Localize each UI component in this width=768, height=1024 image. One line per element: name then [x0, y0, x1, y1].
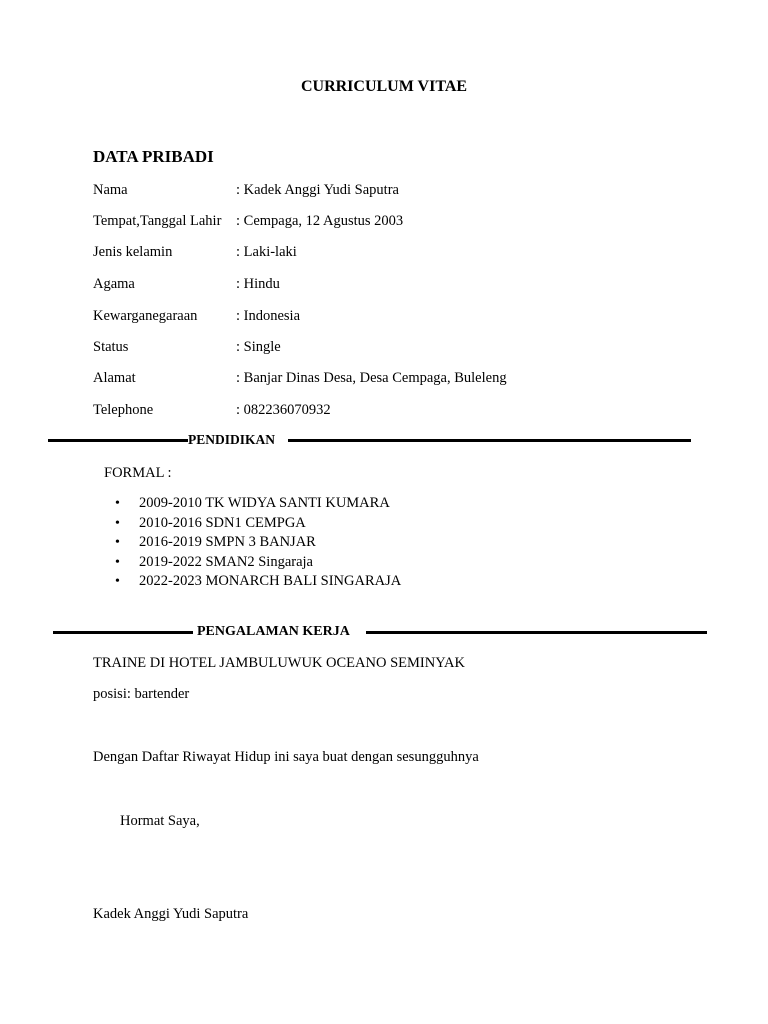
personal-row-ttl — [93, 213, 403, 230]
personal-row-telephone — [93, 402, 331, 419]
divider-line — [53, 631, 193, 634]
personal-row-status — [93, 339, 281, 356]
education-list — [93, 494, 401, 592]
field-label: Jenis kelamin — [93, 244, 173, 260]
personal-row-religion — [93, 276, 280, 293]
field-value: : Banjar Dinas Desa, Desa Cempaga, Buleleng — [236, 370, 507, 386]
experience-position: posisi: bartender — [93, 686, 190, 702]
field-label: Agama — [93, 276, 135, 292]
field-value: : Single — [236, 339, 281, 355]
field-value: : Indonesia — [236, 308, 301, 324]
bullet-icon: • — [115, 496, 120, 511]
signature-name: Kadek Anggi Yudi Saputra — [93, 906, 249, 922]
bullet-icon: • — [115, 535, 120, 550]
field-label: Status — [93, 339, 129, 355]
divider-line — [288, 439, 691, 442]
personal-row-nama — [93, 182, 399, 199]
personal-row-nationality — [93, 308, 300, 325]
formal-label: FORMAL : — [104, 465, 172, 481]
bullet-icon: • — [115, 515, 120, 531]
bullet-icon: • — [115, 574, 120, 589]
section-heading-personal: DATA PRIBADI — [93, 147, 214, 166]
personal-row-address — [93, 370, 507, 387]
list-item: • 2016-2019 SMPN 3 BANJAR — [93, 533, 401, 553]
field-label: Tempat,Tanggal Lahir — [93, 213, 222, 229]
field-value: : Hindu — [236, 276, 280, 292]
field-value: : Cempaga, 12 Agustus 2003 — [236, 213, 404, 229]
bullet-icon: • — [115, 554, 120, 570]
field-label: Alamat — [93, 370, 136, 386]
personal-row-gender — [93, 244, 297, 261]
field-label: Telephone — [93, 402, 154, 418]
list-item: • 2022-2023 MONARCH BALI SINGARAJA — [93, 572, 401, 592]
divider-line — [366, 631, 707, 634]
field-value: : 082236070932 — [236, 402, 331, 418]
list-item: • 2010-2016 SDN1 CEMPGA — [93, 514, 401, 534]
list-item: • 2019-2022 SMAN2 Singaraja — [93, 553, 401, 573]
regards-text: Hormat Saya, — [120, 813, 200, 829]
list-item: • 2009-2010 TK WIDYA SANTI KUMARA — [93, 494, 401, 514]
field-label: Kewarganegaraan — [93, 308, 198, 324]
divider-line — [48, 439, 188, 442]
document-title: CURRICULUM VITAE — [300, 78, 468, 95]
experience-line: TRAINE DI HOTEL JAMBULUWUK OCEANO SEMINYAK — [93, 655, 466, 671]
section-heading-education: PENDIDIKAN — [188, 432, 276, 447]
closing-statement: Dengan Daftar Riwayat Hidup ini saya buat dengan sesungguhnya — [93, 749, 479, 765]
field-value: : Kadek Anggi Yudi Saputra — [236, 182, 399, 198]
field-label: Nama — [93, 182, 128, 198]
field-value: : Laki-laki — [236, 244, 297, 260]
section-heading-experience: PENGALAMAN KERJA — [197, 624, 350, 639]
